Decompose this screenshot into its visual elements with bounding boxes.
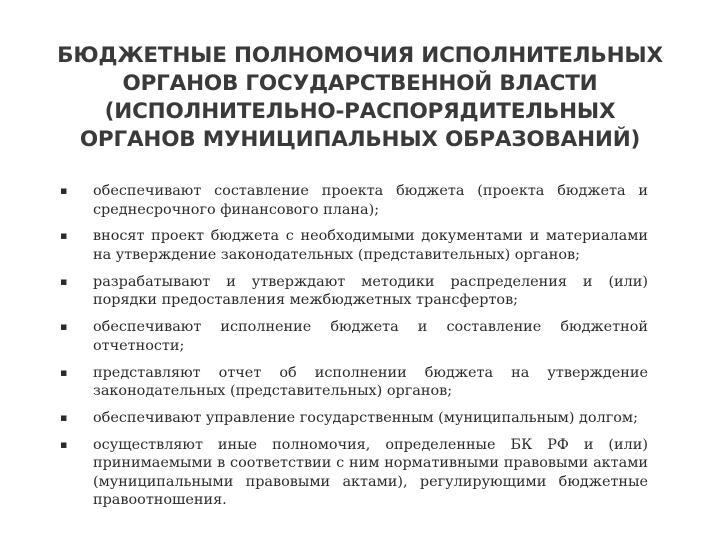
bullet-square-icon: ▪	[60, 365, 68, 379]
bullet-text: вносят проект бюджета с необходимыми документами и материалами на утверждение законодательных (представительных) органов;	[93, 228, 648, 263]
bullet-item-6	[60, 409, 648, 428]
bullet-square-icon: ▪	[60, 184, 68, 197]
title-line-4: ОРГАНОВ МУНИЦИПАЛЬНЫХ ОБРАЗОВАНИЙ)	[79, 127, 641, 152]
bullet-square-icon: ▪	[60, 229, 68, 243]
title-line-1: БЮДЖЕТНЫЕ ПОЛНОМОЧИЯ ИСПОЛНИТЕЛЬНЫХ	[57, 43, 663, 68]
bullet-text: обеспечивают исполнение бюджета и составление бюджетной отчетности;	[93, 319, 648, 354]
bullet-square-icon: ▪	[60, 320, 68, 334]
bullet-text: представляют отчет об исполнении бюджета на утверждение законодательных (представительных) органов;	[93, 364, 648, 400]
bullet-square-icon: ▪	[60, 274, 68, 288]
bullet-item-5	[60, 364, 648, 401]
bullet-item-1	[60, 182, 648, 219]
bullet-item-3	[60, 273, 648, 310]
bullet-square-icon: ▪	[60, 437, 68, 451]
bullet-text: осуществляют иные полномочия, определенные БК РФ и (или) принимаемыми в соответствии с ним нормативными правовыми актами (муниципальными правовыми актами), регулирующими бюджетные правоотношения.	[93, 436, 648, 509]
title-line-2: ОРГАНОВ ГОСУДАРСТВЕННОЙ ВЛАСТИ	[122, 71, 598, 96]
bullet-text: обеспечивают управление государственным (муниципальным) долгом;	[93, 409, 638, 426]
bullet-item-2	[60, 227, 648, 264]
bullet-list	[60, 182, 648, 518]
title-line-3: (ИСПОЛНИТЕЛЬНО-РАСПОРЯДИТЕЛЬНЫХ	[104, 99, 616, 124]
bullet-text: разрабатывают и утверждают методики распределения и (или) порядки предоставления межбюджетных трансфертов;	[93, 273, 648, 309]
bullet-item-7	[60, 436, 648, 510]
bullet-text: обеспечивают составление проекта бюджета (проекта бюджета и среднесрочного финансового плана);	[93, 183, 648, 218]
slide-title	[20, 42, 700, 154]
bullet-item-4	[60, 318, 648, 355]
bullet-square-icon: ▪	[60, 410, 68, 424]
